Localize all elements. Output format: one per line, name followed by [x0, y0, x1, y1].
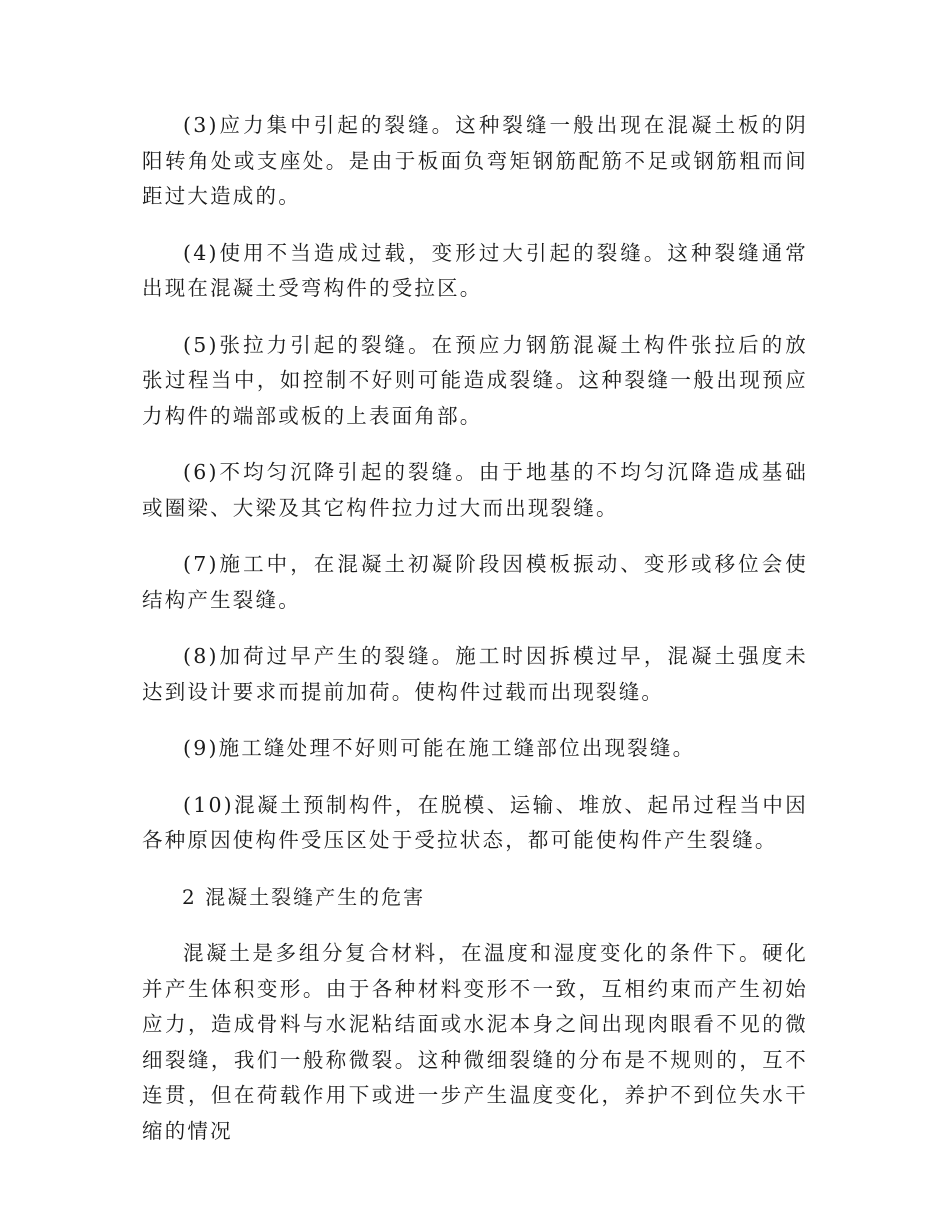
paragraph-item-7: (7)施工中，在混凝土初凝阶段因模板振动、变形或移位会使结构产生裂缝。	[142, 552, 808, 612]
body-paragraph: 混凝土是多组分复合材料，在温度和湿度变化的条件下。硬化并产生体积变形。由于各种材料变形不一致，互相约束而产生初始应力，造成骨料与水泥粘结面或水泥本身之间出现肉眼看不见的微细裂缝，我们一般称微裂。这种微细裂缝的分布是不规则的，互不连贯，但在荷载作用下或进一步产生温度变化，养护不到位失水干缩的情况	[142, 941, 808, 1143]
paragraph-item-3: (3)应力集中引起的裂缝。这种裂缝一般出现在混凝土板的阴阳转角处或支座处。是由于板面负弯矩钢筋配筋不足或钢筋粗而间距过大造成的。	[142, 113, 808, 208]
document-page	[142, 108, 808, 1170]
paragraph-item-5: (5)张拉力引起的裂缝。在预应力钢筋混凝土构件张拉后的放张过程当中，如控制不好则可能造成裂缝。这种裂缝一般出现预应力构件的端部或板的上表面角部。	[142, 332, 808, 428]
paragraph-item-10: (10)混凝土预制构件，在脱模、运输、堆放、起吊过程当中因各种原因使构件受压区处于受拉状态，都可能使构件产生裂缝。	[142, 792, 808, 852]
section-heading: 2 混凝土裂缝产生的危害	[182, 884, 426, 909]
paragraph-item-6: (6)不均匀沉降引起的裂缝。由于地基的不均匀沉降造成基础或圈梁、大梁及其它构件拉力过大而出现裂缝。	[142, 460, 808, 520]
paragraph-item-4: (4)使用不当造成过载，变形过大引起的裂缝。这种裂缝通常出现在混凝土受弯构件的受拉区。	[142, 240, 808, 300]
paragraph-item-8: (8)加荷过早产生的裂缝。施工时因拆模过早，混凝土强度未达到设计要求而提前加荷。使构件过载而出现裂缝。	[142, 644, 808, 704]
paragraph-item-9: (9)施工缝处理不好则可能在施工缝部位出现裂缝。	[183, 736, 696, 760]
